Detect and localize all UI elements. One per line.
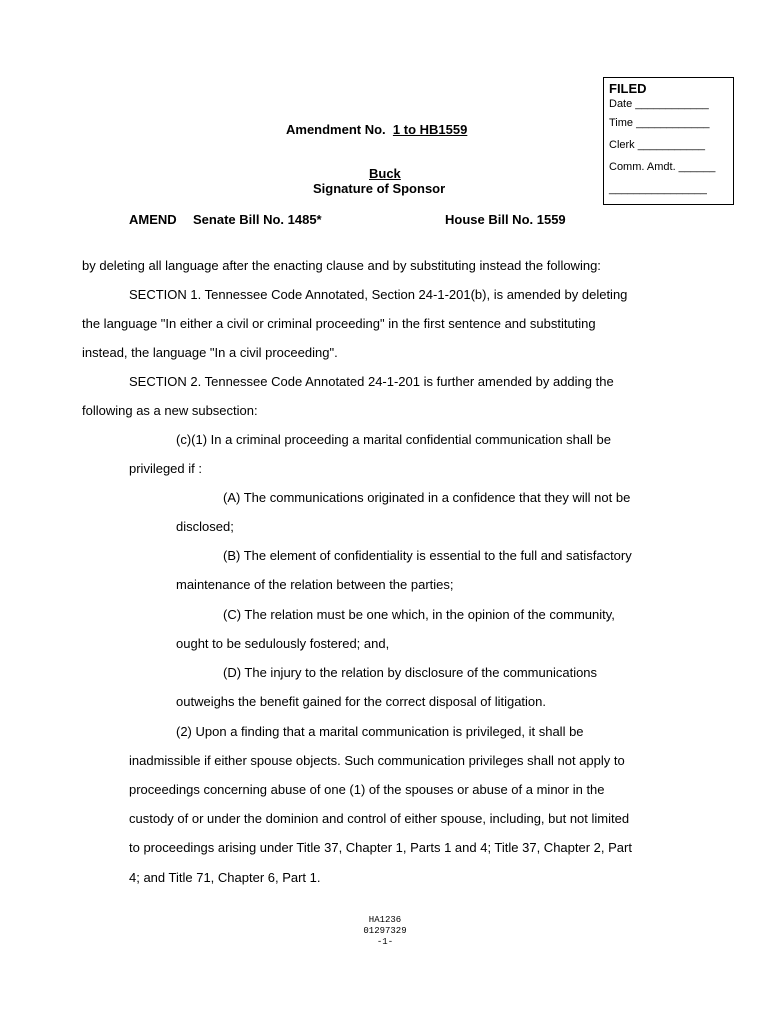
body-line-4: instead, the language "In a civil proceeding". [82, 345, 338, 360]
senate-bill-number: Senate Bill No. 1485* [193, 212, 322, 227]
body-line-7: (c)(1) In a criminal proceeding a marital confidential communication shall be [176, 432, 611, 447]
body-line-17: (2) Upon a finding that a marital communication is privileged, it shall be [176, 724, 584, 739]
filed-time-line: Time ____________ [609, 117, 710, 129]
body-line-5: SECTION 2. Tennessee Code Annotated 24-1-201 is further amended by adding the [129, 374, 614, 389]
footer-code-2: 01297329 [363, 926, 407, 936]
body-line-1: by deleting all language after the enacting clause and by substituting instead the following: [82, 258, 601, 273]
house-bill-number: House Bill No. 1559 [445, 212, 566, 227]
body-line-6: following as a new subsection: [82, 403, 258, 418]
body-line-18: inadmissible if either spouse objects. Such communication privileges shall not apply to [129, 753, 625, 768]
body-line-3: the language "In either a civil or criminal proceeding" in the first sentence and substituting [82, 316, 596, 331]
body-line-15: (D) The injury to the relation by disclosure of the communications [223, 665, 598, 680]
body-line-13: (C) The relation must be one which, in the opinion of the community, [223, 607, 615, 622]
filed-blank-line: ________________ [609, 183, 707, 195]
body-line-11: (B) The element of confidentiality is essential to the full and satisfactory [223, 548, 632, 563]
body-line-8: privileged if : [129, 461, 202, 476]
body-line-21: to proceedings arising under Title 37, Chapter 1, Parts 1 and 4; Title 37, Chapter 2, Part [129, 840, 632, 855]
body-line-10: disclosed; [176, 519, 234, 534]
body-line-9: (A) The communications originated in a confidence that they will not be [223, 490, 631, 505]
amendment-label: Amendment No. [286, 122, 386, 137]
body-line-12: maintenance of the relation between the parties; [176, 577, 454, 592]
body-line-16: outweighs the benefit gained for the correct disposal of litigation. [176, 694, 547, 709]
amendment-heading [286, 122, 467, 137]
page-number: -1- [376, 937, 394, 947]
sponsor-name: Buck [369, 166, 401, 181]
body-line-2: SECTION 1. Tennessee Code Annotated, Section 24-1-201(b), is amended by deleting [129, 287, 628, 302]
amend-label: AMEND [129, 212, 177, 227]
amendment-number: 1 to HB1559 [392, 122, 468, 137]
body-line-20: custody of or under the dominion and control of either spouse, including, but not limited [129, 811, 630, 826]
body-line-19: proceedings concerning abuse of one (1) of the spouses or abuse of a minor in the [129, 782, 605, 797]
body-line-14: ought to be sedulously fostered; and, [176, 636, 390, 651]
body-line-22: 4; and Title 71, Chapter 6, Part 1. [129, 870, 321, 885]
filed-stamp-box [603, 77, 734, 205]
sponsor-signature-label: Signature of Sponsor [313, 181, 446, 196]
footer-code-1: HA1236 [368, 915, 402, 925]
filed-clerk-line: Clerk ___________ [609, 139, 706, 151]
filed-date-line: Date ____________ [609, 98, 709, 110]
filed-title: FILED [609, 81, 647, 96]
filed-comm-amdt-line: Comm. Amdt. ______ [609, 161, 716, 173]
